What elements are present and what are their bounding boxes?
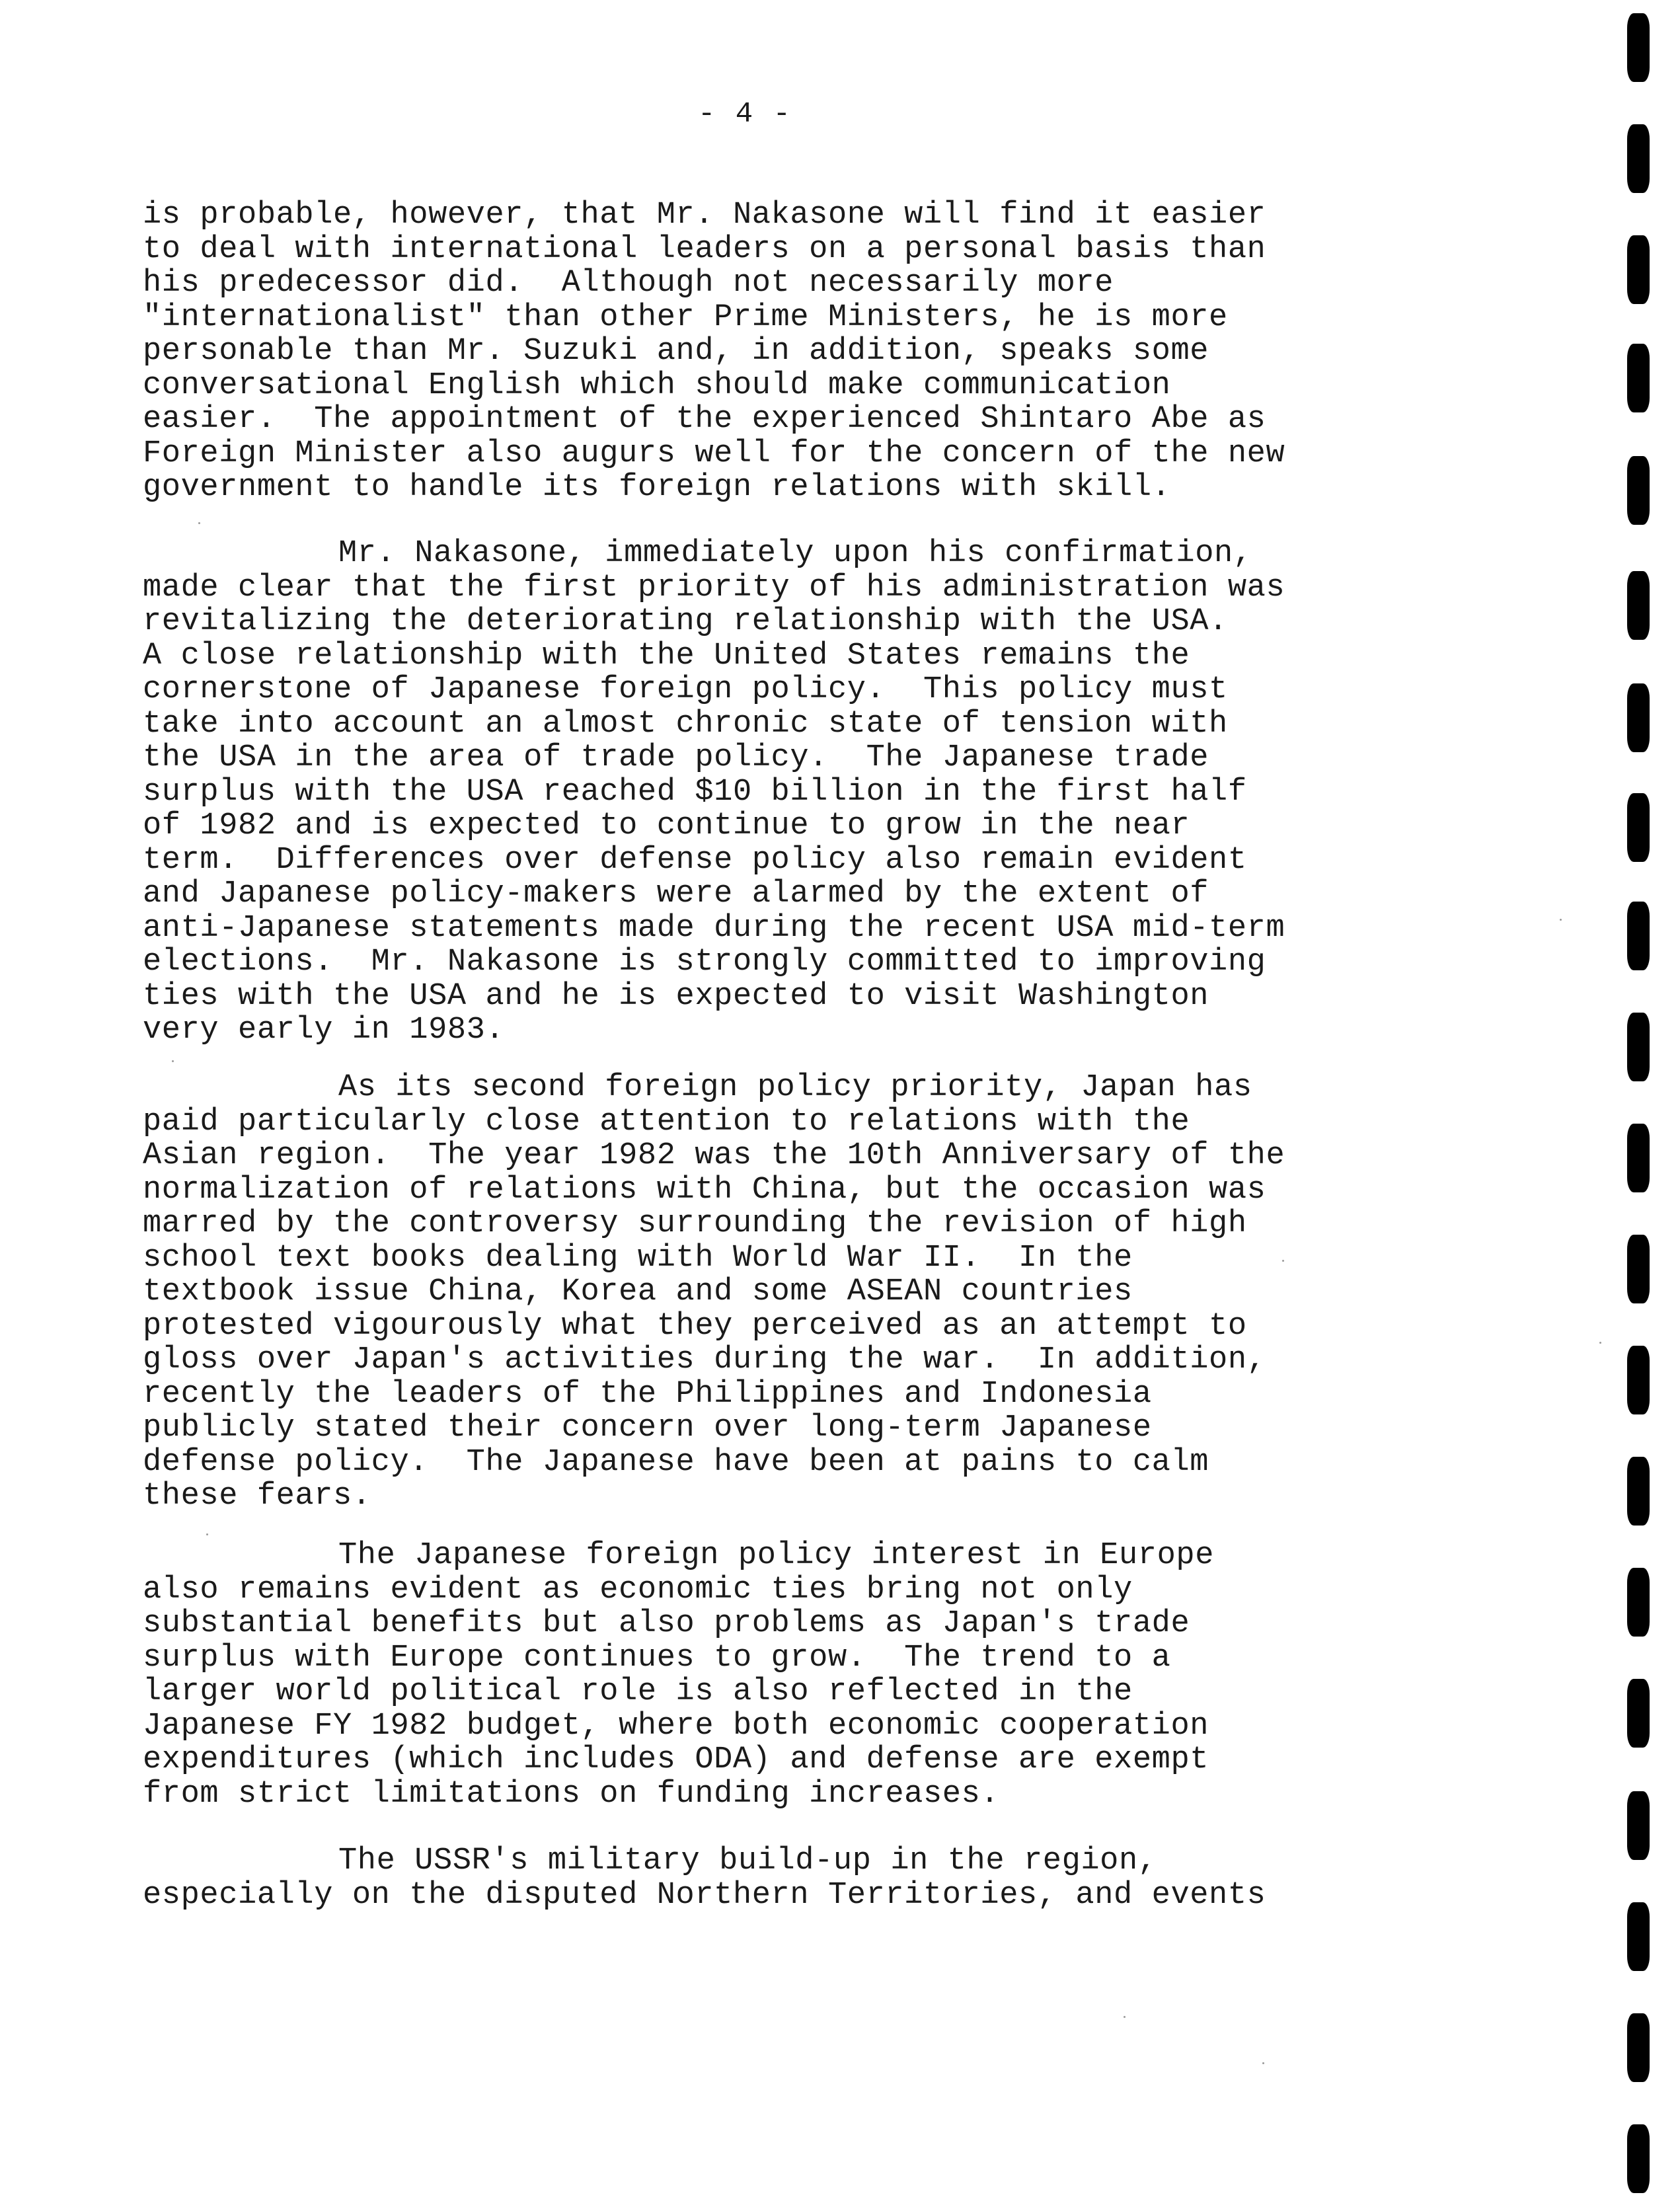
paragraph-3 (143, 1071, 1398, 1514)
text-line: The Japanese foreign policy interest in Europe (338, 1538, 1215, 1573)
text-line: term. Differences over defense policy also remain evident (143, 842, 1247, 878)
text-line: the USA in the area of trade policy. The Japanese trade (143, 740, 1209, 775)
paragraph-4 (143, 1539, 1398, 1811)
text-line: his predecessor did. Although not necessarily more (143, 266, 1114, 301)
binding-hole (1627, 1124, 1650, 1192)
text-line: easier. The appointment of the experienced Shintaro Abe as (143, 402, 1266, 437)
text-line: from strict limitations on funding increases. (143, 1776, 1000, 1812)
scan-speck (1560, 919, 1562, 921)
text-line: expenditures (which includes ODA) and defense are exempt (143, 1742, 1209, 1777)
text-line: and Japanese policy-makers were alarmed by the extent of (143, 876, 1209, 911)
text-line: protested vigourously what they perceived as an attempt to (143, 1308, 1247, 1344)
binding-hole (1627, 344, 1650, 412)
text-line: school text books dealing with World War II. In the (143, 1240, 1133, 1276)
binding-hole (1627, 1679, 1650, 1748)
scan-speck (206, 1533, 208, 1535)
text-line: Asian region. The year 1982 was the 10th Anniversary of the (143, 1138, 1285, 1173)
text-line: ties with the USA and he is expected to visit Washington (143, 978, 1209, 1014)
text-line: paid particularly close attention to relations with the (143, 1104, 1190, 1140)
text-line: substantial benefits but also problems as Japan's trade (143, 1606, 1190, 1641)
text-line: personable than Mr. Suzuki and, in addition, speaks some (143, 334, 1209, 369)
text-line: defense policy. The Japanese have been at pains to calm (143, 1444, 1209, 1480)
text-line: of 1982 and is expected to continue to grow in the near (143, 808, 1190, 843)
binding-hole (1627, 124, 1650, 193)
text-line: recently the leaders of the Philippines and Indonesia (143, 1376, 1152, 1412)
binding-hole (1627, 456, 1650, 525)
text-line: cornerstone of Japanese foreign policy. This policy must (143, 672, 1228, 707)
text-line: marred by the controversy surrounding the revision of high (143, 1206, 1247, 1241)
text-line: gloss over Japan's activities during the war. In addition, (143, 1342, 1266, 1377)
binding-hole (1627, 13, 1650, 82)
binding-hole (1627, 1013, 1650, 1081)
scan-speck (172, 1060, 174, 1062)
scan-speck (1599, 1342, 1601, 1344)
text-line: government to handle its foreign relations with skill. (143, 470, 1171, 505)
text-line: larger world political role is also reflected in the (143, 1674, 1133, 1709)
text-line: is probable, however, that Mr. Nakasone will find it easier (143, 198, 1266, 233)
paragraph-5 (143, 1844, 1398, 1912)
text-line: Mr. Nakasone, immediately upon his confirmation, (338, 536, 1252, 571)
scan-speck (198, 522, 200, 524)
scan-speck (1282, 1260, 1284, 1262)
text-line: take into account an almost chronic state of tension with (143, 706, 1228, 742)
binding-hole (1627, 1235, 1650, 1303)
binding-hole (1627, 2124, 1650, 2193)
text-line: made clear that the first priority of his administration was (143, 570, 1285, 605)
binding-hole (1627, 683, 1650, 752)
text-line: The USSR's military build-up in the region, (338, 1843, 1157, 1878)
text-line: especially on the disputed Northern Territories, and events (143, 1877, 1266, 1913)
text-line: to deal with international leaders on a personal basis than (143, 231, 1266, 267)
text-line: very early in 1983. (143, 1013, 505, 1048)
binding-hole (1627, 571, 1650, 640)
text-line: normalization of relations with China, but the occasion was (143, 1172, 1266, 1208)
text-line: revitalizing the deteriorating relationship with the USA. (143, 604, 1228, 639)
text-line: A close relationship with the United States remains the (143, 638, 1190, 674)
binding-hole (1627, 2013, 1650, 2082)
binding-hole (1627, 1457, 1650, 1526)
binding-holes-strip (1613, 0, 1680, 2203)
binding-hole (1627, 1568, 1650, 1637)
binding-hole (1627, 1902, 1650, 1971)
text-line: "internationalist" than other Prime Ministers, he is more (143, 299, 1228, 335)
text-line: textbook issue China, Korea and some ASEAN countries (143, 1274, 1133, 1309)
text-line: As its second foreign policy priority, Japan has (338, 1070, 1252, 1105)
text-line: publicly stated their concern over long-term Japanese (143, 1411, 1152, 1446)
binding-hole (1627, 235, 1650, 304)
page-number: - 4 - (698, 98, 792, 131)
text-line: also remains evident as economic ties bring not only (143, 1572, 1133, 1607)
paragraph-1 (143, 198, 1398, 505)
text-line: surplus with the USA reached $10 billion in the first half (143, 774, 1247, 810)
scan-speck (1262, 2062, 1264, 2064)
binding-hole (1627, 1791, 1650, 1860)
binding-hole (1627, 902, 1650, 970)
binding-hole (1627, 1346, 1650, 1414)
text-line: Japanese FY 1982 budget, where both economic cooperation (143, 1708, 1209, 1744)
text-line: these fears. (143, 1479, 371, 1514)
text-line: surplus with Europe continues to grow. The trend to a (143, 1640, 1171, 1676)
paragraph-2 (143, 537, 1398, 1048)
binding-hole (1627, 793, 1650, 862)
scan-speck (1124, 2016, 1126, 2018)
text-line: anti-Japanese statements made during the recent USA mid-term (143, 910, 1285, 946)
text-line: Foreign Minister also augurs well for the concern of the new (143, 436, 1285, 471)
text-line: elections. Mr. Nakasone is strongly committed to improving (143, 945, 1266, 980)
text-line: conversational English which should make communication (143, 367, 1171, 403)
